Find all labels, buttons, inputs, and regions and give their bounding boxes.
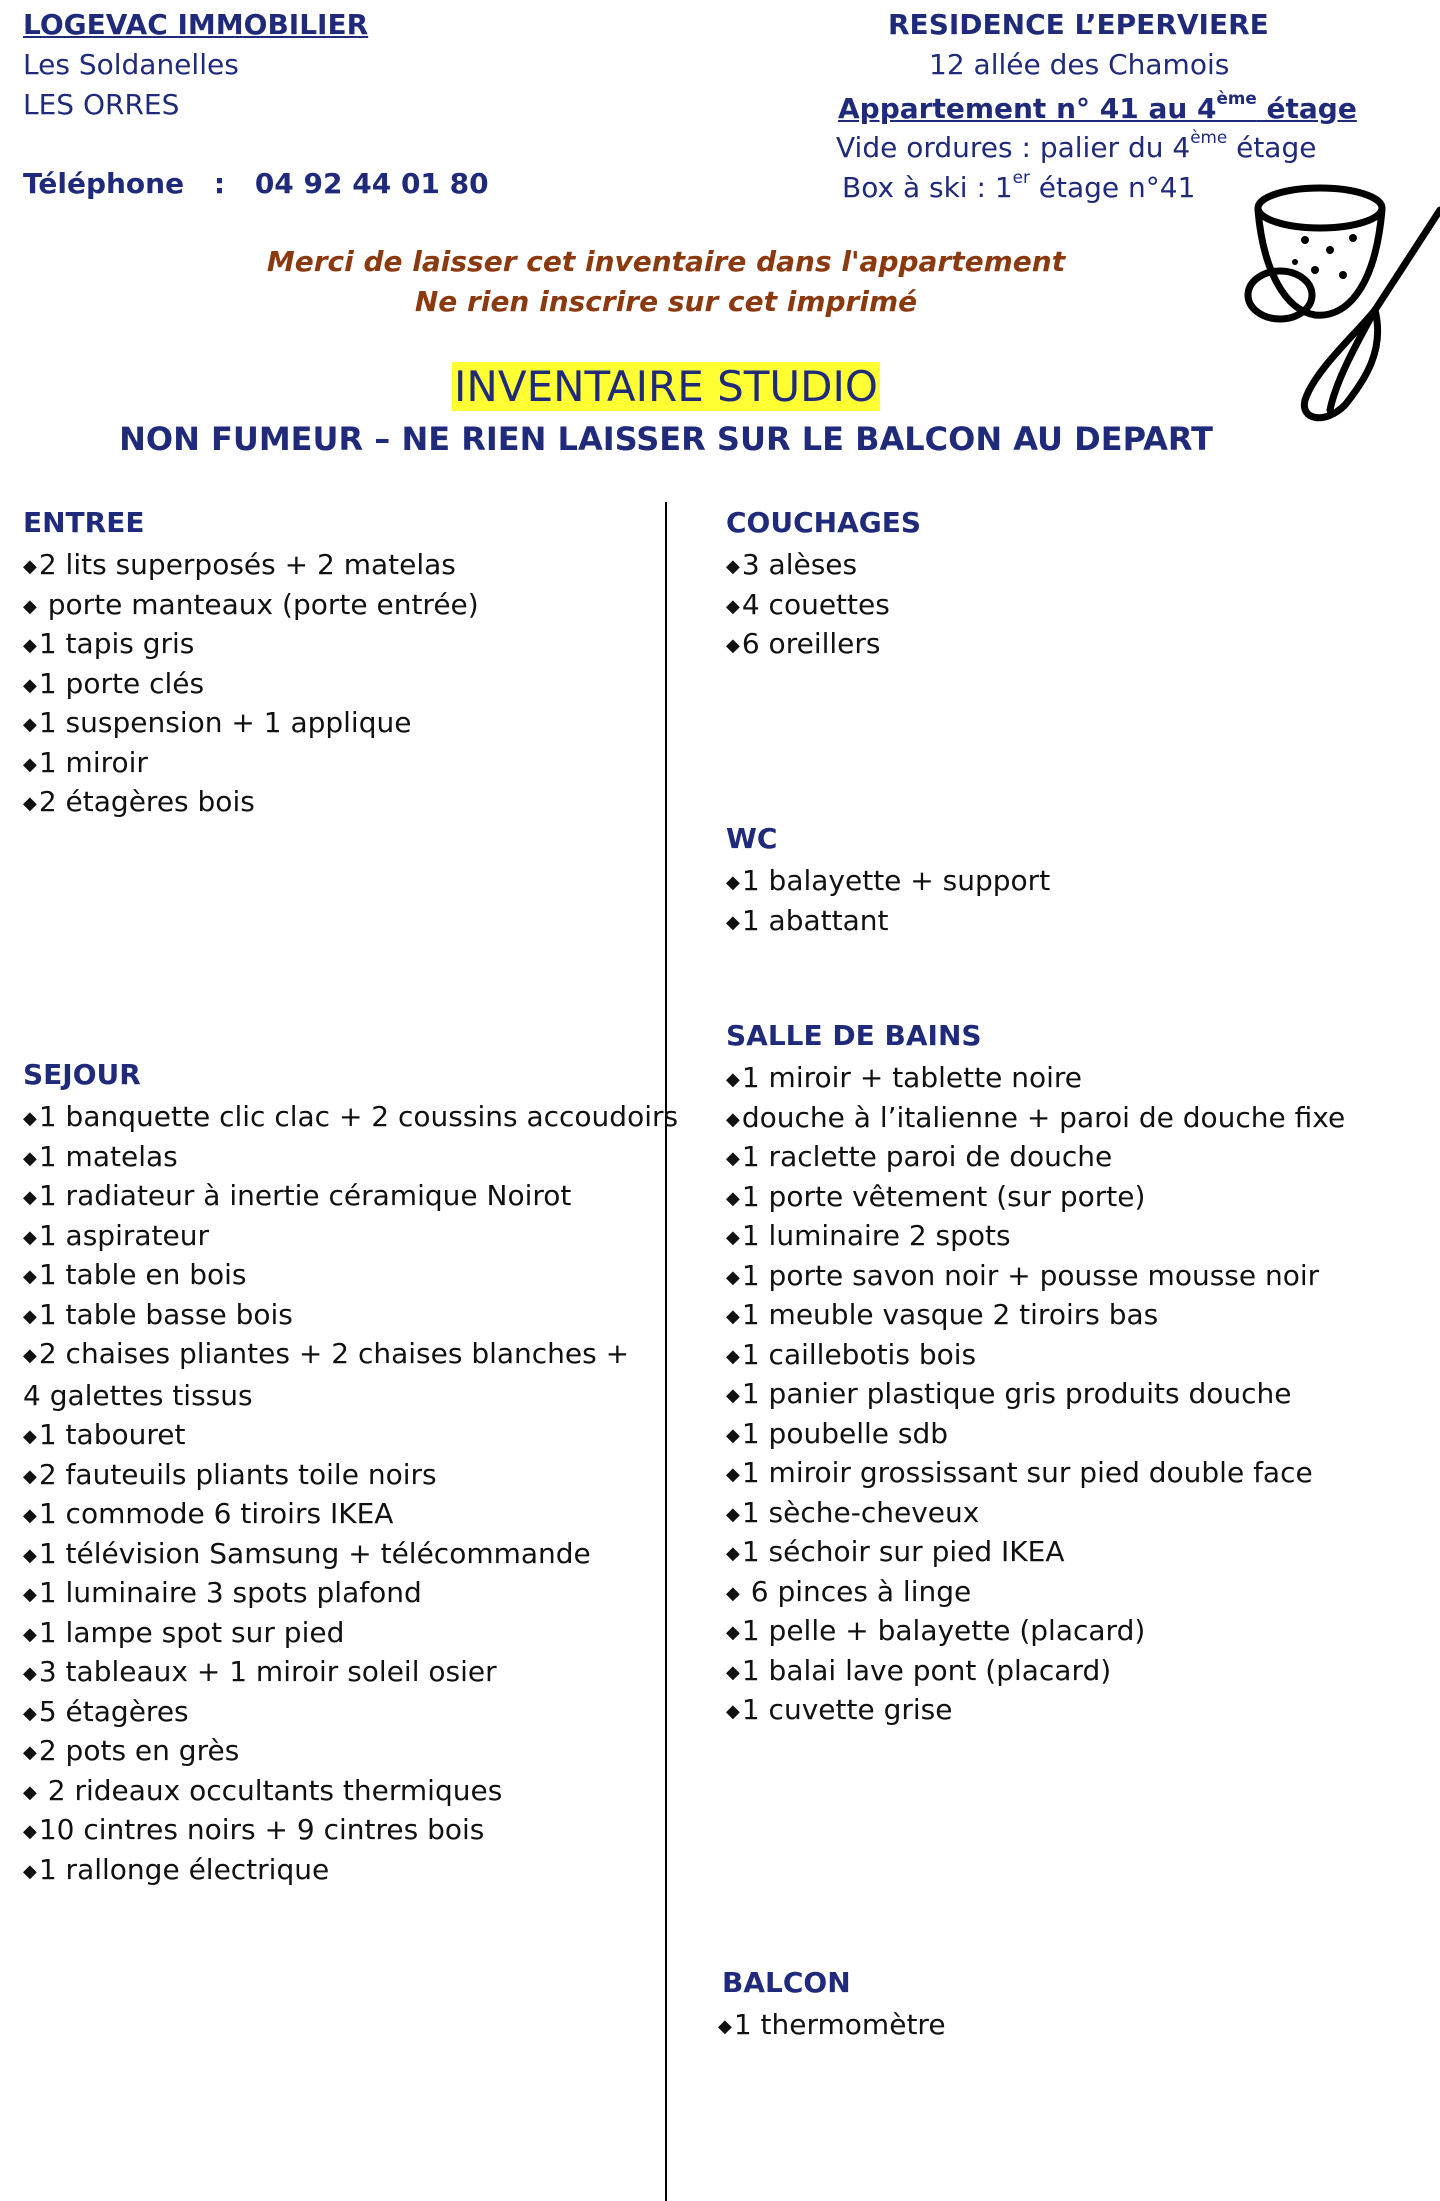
- entree-list: [23, 545, 643, 822]
- item-text: 5 étagères: [38, 1694, 189, 1728]
- list-item: [726, 1295, 1426, 1335]
- item-text: 1 commode 6 tiroirs IKEA: [38, 1497, 394, 1530]
- vide-ordures-line: [836, 127, 1316, 164]
- box-suffix: étage n°41: [1029, 171, 1196, 204]
- bullet-icon: ◆: [726, 1622, 740, 1643]
- list-item: [726, 585, 1416, 625]
- vide-suffix: étage: [1227, 131, 1317, 164]
- item-text: 1 raclette paroi de douche: [741, 1140, 1113, 1173]
- item-text: 1 suspension + 1 applique: [38, 706, 412, 739]
- list-item: [23, 1771, 633, 1811]
- bullet-icon: ◆: [726, 1306, 740, 1327]
- bullet-icon: ◆: [23, 1623, 37, 1645]
- item-text: 2 fauteuils pliants toile noirs: [38, 1457, 437, 1491]
- list-item: [23, 1216, 633, 1256]
- apartment-text: Appartement n° 41 au 4: [838, 92, 1217, 125]
- section-title-salle-de-bains: SALLE DE BAINS: [726, 1019, 982, 1052]
- bullet-icon: ◆: [718, 2016, 732, 2037]
- notice-line-1: Merci de laisser cet inventaire dans l'appartement: [266, 245, 1066, 278]
- residence-name: RESIDENCE L’EPERVIERE: [888, 8, 1269, 41]
- wc-list: [726, 861, 1416, 940]
- bullet-icon: ◆: [726, 556, 740, 577]
- section-title-couchages: COUCHAGES: [726, 506, 922, 539]
- item-text: 1 miroir + tablette noire: [741, 1061, 1082, 1094]
- item-text: 1 table en bois: [38, 1258, 247, 1291]
- bullet-icon: ◆: [726, 1266, 740, 1288]
- item-text: 2 pots en grès: [38, 1734, 240, 1767]
- item-text: 1 télévision Samsung + télécommande: [38, 1536, 591, 1570]
- bullet-icon: ◆: [726, 635, 740, 656]
- item-text: 1 abattant: [741, 903, 889, 937]
- bullet-icon: ◆: [23, 1663, 37, 1684]
- bullet-icon: ◆: [23, 1187, 37, 1208]
- column-divider: [665, 502, 667, 2201]
- list-item: [726, 1335, 1426, 1375]
- bullet-icon: ◆: [726, 1661, 740, 1683]
- agency-town: LES ORRES: [23, 88, 180, 121]
- list-item: [726, 1058, 1426, 1098]
- bullet-icon: ◆: [726, 1345, 740, 1367]
- list-item: [23, 1455, 633, 1495]
- bullet-icon: ◆: [726, 1069, 740, 1090]
- list-item: [23, 1652, 633, 1692]
- bullet-icon: ◆: [726, 1464, 740, 1485]
- item-text: 1 miroir: [38, 745, 148, 779]
- list-item: [23, 545, 643, 585]
- list-item: [726, 901, 1416, 941]
- box-sup: er: [1012, 167, 1030, 187]
- bullet-icon: ◆: [726, 1385, 740, 1406]
- bullet-icon: ◆: [23, 1860, 37, 1882]
- item-text: 4 couettes: [741, 587, 890, 621]
- item-text: 1 cuvette grise: [741, 1693, 953, 1726]
- bullet-icon: ◆: [23, 1702, 37, 1724]
- residence-address: 12 allée des Chamois: [929, 48, 1230, 81]
- bullet-icon: ◆: [23, 1305, 37, 1327]
- list-item: [726, 1453, 1426, 1493]
- list-item: [23, 1176, 633, 1216]
- list-item: [23, 585, 643, 625]
- list-item: [23, 1137, 633, 1177]
- item-text: 2 rideaux occultants thermiques: [38, 1773, 503, 1807]
- bullet-icon: ◆: [23, 556, 37, 577]
- list-item: [23, 1415, 633, 1455]
- apartment-line: [838, 88, 1357, 125]
- bullet-icon: ◆: [23, 635, 37, 656]
- bullet-icon: ◆: [23, 1226, 37, 1248]
- item-text: 1 poubelle sdb: [741, 1416, 949, 1450]
- bullet-icon: ◆: [23, 793, 37, 814]
- item-text: 3 alèses: [741, 548, 858, 581]
- list-item: [23, 1850, 633, 1890]
- item-text: 2 étagères bois: [38, 785, 255, 818]
- item-text: 1 miroir grossissant sur pied double face: [741, 1456, 1313, 1489]
- list-item: [726, 1256, 1426, 1296]
- bullet-icon: ◆: [23, 753, 37, 775]
- box-text: Box à ski : 1: [842, 171, 1013, 204]
- item-text: 1 panier plastique gris produits douche: [741, 1377, 1292, 1410]
- bullet-icon: ◆: [23, 1345, 37, 1366]
- list-item: [726, 1414, 1426, 1454]
- list-item: [23, 1097, 679, 1137]
- balcon-list: [718, 2005, 1408, 2045]
- list-item: [23, 664, 643, 704]
- bullet-icon: ◆: [23, 1266, 37, 1287]
- list-item: [23, 1573, 633, 1613]
- bullet-icon: ◆: [23, 1584, 37, 1605]
- bullet-icon: ◆: [726, 1148, 740, 1169]
- list-item: [718, 2005, 1408, 2045]
- list-item: [726, 1216, 1426, 1256]
- bullet-icon: ◆: [726, 872, 740, 893]
- item-text: 1 tabouret: [38, 1418, 186, 1451]
- item-text: 1 tapis gris: [38, 627, 195, 660]
- apartment-suffix: étage: [1256, 92, 1357, 125]
- bullet-icon: ◆: [23, 1821, 37, 1842]
- bullet-icon: ◆: [726, 1543, 740, 1564]
- bullet-icon: ◆: [726, 1227, 740, 1248]
- bullet-icon: ◆: [726, 1701, 740, 1722]
- item-text: 1 luminaire 3 spots plafond: [38, 1576, 422, 1609]
- list-item: [23, 1692, 633, 1732]
- agency-phone-line: [23, 167, 489, 200]
- list-item: [726, 861, 1416, 901]
- item-text: 1 luminaire 2 spots: [741, 1219, 1011, 1252]
- item-text: 1 séchoir sur pied IKEA: [741, 1535, 1065, 1568]
- vide-text: Vide ordures : palier du 4: [836, 131, 1191, 164]
- item-text: 10 cintres noirs + 9 cintres bois: [38, 1813, 485, 1846]
- item-text: 2 lits superposés + 2 matelas: [38, 548, 456, 581]
- bullet-icon: ◆: [23, 1544, 37, 1566]
- list-item: [726, 545, 1416, 585]
- list-item: [726, 1651, 1426, 1691]
- bullet-icon: ◆: [726, 1108, 740, 1130]
- bullet-icon: ◆: [23, 1147, 37, 1169]
- item-text: 1 porte clés: [38, 666, 205, 700]
- list-item: [726, 1374, 1426, 1414]
- list-item: [23, 1810, 633, 1850]
- list-item: [23, 703, 643, 743]
- bullet-icon: ◆: [23, 1426, 37, 1447]
- item-text: 1 balayette + support: [741, 864, 1051, 897]
- item-text: 1 porte vêtement (sur porte): [741, 1179, 1146, 1213]
- item-text: porte manteaux (porte entrée): [38, 587, 479, 621]
- section-title-sejour: SEJOUR: [23, 1058, 141, 1091]
- list-item: [726, 1098, 1426, 1138]
- list-item: [726, 1493, 1426, 1533]
- vide-sup: ème: [1190, 127, 1228, 147]
- bullet-icon: ◆: [726, 1424, 740, 1446]
- couchages-list: [726, 545, 1416, 664]
- bullet-icon: ◆: [726, 911, 740, 933]
- sejour-list: [23, 1097, 679, 1889]
- item-text: 1 banquette clic clac + 2 coussins accoudoirs: [38, 1100, 679, 1133]
- section-title-wc: WC: [726, 822, 778, 855]
- box-ski-line: [842, 167, 1195, 204]
- list-item: [23, 1494, 633, 1534]
- list-item: [726, 1532, 1426, 1572]
- bullet-icon: ◆: [23, 1742, 37, 1763]
- list-item: [23, 1534, 633, 1574]
- item-text: 1 meuble vasque 2 tiroirs bas: [741, 1298, 1159, 1331]
- bullet-icon: ◆: [23, 1108, 37, 1129]
- item-text: douche à l’italienne + paroi de douche fixe: [741, 1100, 1346, 1134]
- list-item: [726, 1572, 1426, 1612]
- list-item: [23, 1295, 633, 1335]
- title-highlight: INVENTAIRE STUDIO: [454, 362, 878, 411]
- list-item: [23, 624, 643, 664]
- page-subtitle: NON FUMEUR – NE RIEN LAISSER SUR LE BALCON AU DEPART: [119, 420, 1213, 458]
- item-text: 1 table basse bois: [38, 1297, 293, 1331]
- list-item: [726, 624, 1416, 664]
- section-title-entree: ENTREE: [23, 506, 145, 539]
- item-text: 1 thermomètre: [733, 2008, 946, 2041]
- item-text: 1 porte savon noir + pousse mousse noir: [741, 1258, 1320, 1292]
- bullet-icon: ◆: [726, 595, 740, 617]
- item-text: 6 pinces à linge: [741, 1574, 972, 1608]
- agency-name: LOGEVAC IMMOBILIER: [23, 8, 369, 41]
- item-text: 1 sèche-cheveux: [741, 1495, 980, 1529]
- item-text: 6 oreillers: [741, 627, 881, 660]
- notice-line-2: Ne rien inscrire sur cet imprimé: [414, 285, 918, 318]
- phone-label: Téléphone: [23, 167, 185, 200]
- item-text: 1 matelas: [38, 1139, 178, 1173]
- bullet-icon: ◆: [23, 595, 37, 617]
- list-item: [23, 782, 643, 822]
- phone-number: 04 92 44 01 80: [254, 167, 489, 200]
- apartment-sup: ème: [1216, 88, 1257, 108]
- agency-location: Les Soldanelles: [23, 48, 239, 81]
- bullet-icon: ◆: [726, 1503, 740, 1525]
- item-text: 1 aspirateur: [38, 1218, 209, 1252]
- bullet-icon: ◆: [23, 674, 37, 696]
- list-item: [23, 1731, 633, 1771]
- bullet-icon: ◆: [23, 1781, 37, 1803]
- item-text: 1 radiateur à inertie céramique Noirot: [38, 1179, 572, 1212]
- section-title-balcon: BALCON: [722, 1966, 851, 1999]
- item-text: 3 tableaux + 1 miroir soleil osier: [38, 1655, 497, 1688]
- bullet-icon: ◆: [23, 1465, 37, 1487]
- phone-separator: :: [213, 167, 226, 200]
- item-text: 2 chaises pliantes + 2 chaises blanches + 4 galettes tissus: [23, 1337, 630, 1412]
- bullet-icon: ◆: [23, 714, 37, 735]
- item-text: 1 lampe spot sur pied: [38, 1615, 345, 1649]
- item-text: 1 caillebotis bois: [741, 1337, 977, 1371]
- bullet-icon: ◆: [726, 1187, 740, 1209]
- salle-de-bains-list: [726, 1058, 1426, 1730]
- item-text: 1 rallonge électrique: [38, 1852, 330, 1886]
- list-item: [23, 1255, 633, 1295]
- list-item: [23, 743, 643, 783]
- list-item: [23, 1334, 633, 1415]
- list-item: [726, 1690, 1426, 1730]
- page-title: [0, 362, 1332, 411]
- bullet-icon: ◆: [23, 1505, 37, 1526]
- bullet-icon: ◆: [726, 1582, 740, 1604]
- list-item: [726, 1611, 1426, 1651]
- list-item: [726, 1177, 1426, 1217]
- list-item: [726, 1137, 1426, 1177]
- item-text: 1 pelle + balayette (placard): [741, 1614, 1146, 1647]
- list-item: [23, 1613, 633, 1653]
- item-text: 1 balai lave pont (placard): [741, 1653, 1112, 1687]
